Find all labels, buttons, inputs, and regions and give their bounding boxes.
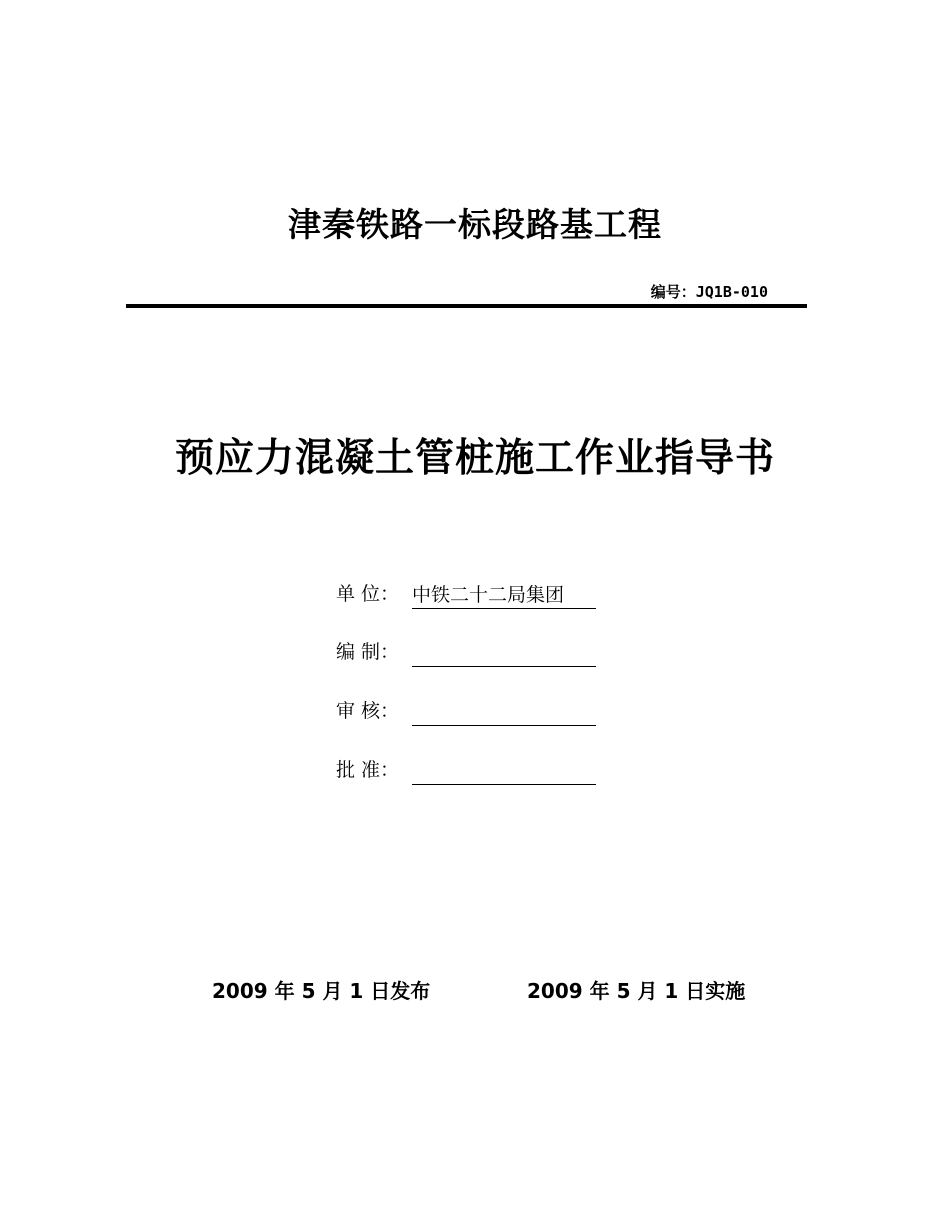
- unit-label: 单 位：: [336, 583, 400, 605]
- header-divider: [126, 304, 807, 308]
- release-date: 2009 年 5 月 1 日发布: [212, 979, 431, 1003]
- document-number: 编号：JQ1B-010: [650, 283, 768, 301]
- document-title: 预应力混凝土管桩施工作业指导书: [174, 435, 775, 481]
- compile-label: 编 制：: [336, 641, 400, 663]
- approve-label: 批 准：: [336, 759, 400, 781]
- compile-field: [336, 637, 596, 667]
- project-title: 津秦铁路一标段路基工程: [288, 205, 662, 244]
- unit-field: [336, 579, 596, 609]
- approve-value: [412, 758, 596, 785]
- review-value: [412, 699, 596, 726]
- unit-value: 中铁二十二局集团: [412, 582, 596, 609]
- review-label: 审 核：: [336, 700, 400, 722]
- approve-field: [336, 755, 596, 785]
- review-field: [336, 696, 596, 726]
- compile-value: [412, 640, 596, 667]
- effective-date: 2009 年 5 月 1 日实施: [527, 979, 746, 1003]
